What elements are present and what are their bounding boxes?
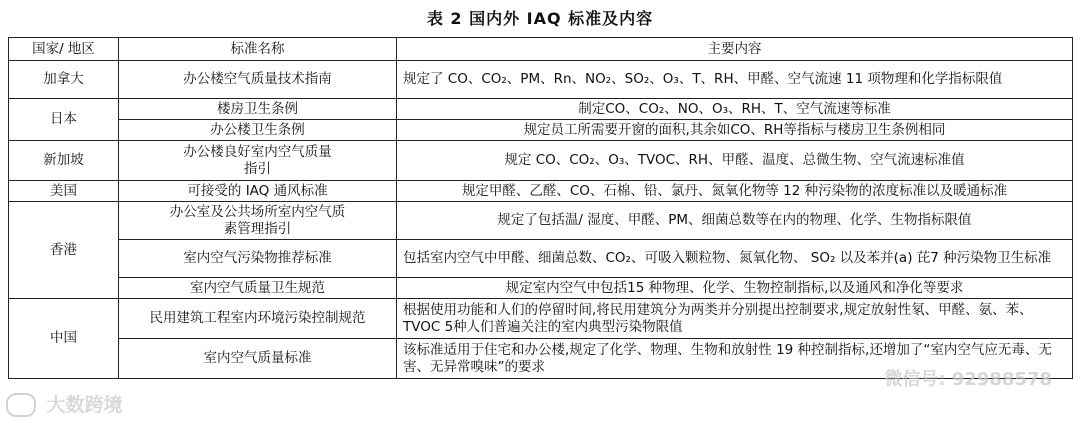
region-cell: 中国 (9, 299, 119, 379)
watermark-right: 微信号: 92988578 (884, 369, 1052, 390)
table-caption: 表 2 国内外 IAQ 标准及内容 (426, 9, 654, 28)
region-cell: 美国 (9, 181, 119, 202)
standard-name-cell: 室内空气污染物推荐标准 (119, 240, 397, 278)
table-row (9, 240, 1073, 278)
standard-name-cell: 室内空气质量标准 (119, 339, 397, 379)
standard-name-cell: 办公楼卫生条例 (119, 120, 397, 141)
content-cell: 该标准适用于住宅和办公楼,规定了化学、物理、生物和放射性 19 种控制指标,还增加了“室内空气应无毒、无害、无异常嗅味”的要求 (397, 339, 1073, 379)
content-cell: 规定了包括温/ 湿度、甲醛、PM、细菌总数等在内的物理、化学、生物指标限值 (397, 202, 1073, 240)
standard-name-cell: 办公室及公共场所室内空气质素管理指引 (119, 202, 397, 240)
standard-name-cell: 民用建筑工程室内环境污染控制规范 (119, 299, 397, 339)
region-cell: 日本 (9, 99, 119, 141)
table-row (9, 299, 1073, 339)
content-cell: 规定员工所需要开窗的面积,其余如CO、RH等指标与楼房卫生条例相同 (397, 120, 1073, 141)
standard-name-cell: 可接受的 IAQ 通风标准 (119, 181, 397, 202)
standard-name-cell: 楼房卫生条例 (119, 99, 397, 120)
content-cell: 根据使用功能和人们的停留时间,将民用建筑分为两类并分别提出控制要求,规定放射性氡、甲醛、氨、苯、TVOC 5种人们普遍关注的室内典型污染物限值 (397, 299, 1073, 339)
content-cell: 规定甲醛、乙醛、CO、石棉、铅、氯丹、氮氧化物等 12 种污染物的浓度标准以及暖通标准 (397, 181, 1073, 202)
content-cell: 制定CO、CO₂、NO、O₃、RH、T、空气流速等标准 (397, 99, 1073, 120)
content-cell: 包括室内空气中甲醛、细菌总数、CO₂、可吸入颗粒物、氮氧化物、 SO₂ 以及苯并(a) 芘7 种污染物卫生标准 (397, 240, 1073, 278)
header-standard: 标准名称 (119, 38, 397, 61)
table-row (9, 99, 1073, 120)
table-row (9, 278, 1073, 299)
content-cell: 规定了 CO、CO₂、PM、Rn、NO₂、SO₂、O₃、T、RH、甲醛、空气流速 11 项物理和化学指标限值 (397, 61, 1073, 99)
standard-name-cell: 办公楼良好室内空气质量指引 (119, 141, 397, 181)
table-row (9, 61, 1073, 99)
region-cell: 加拿大 (9, 61, 119, 99)
standard-name-cell: 室内空气质量卫生规范 (119, 278, 397, 299)
table-row (9, 120, 1073, 141)
header-region: 国家/ 地区 (9, 38, 119, 61)
table-header-row (9, 38, 1073, 61)
brand-logo-icon (6, 393, 36, 417)
content-cell: 规定室内空气中包括15 种物理、化学、生物控制指标,以及通风和净化等要求 (397, 278, 1073, 299)
content-cell: 规定 CO、CO₂、O₃、TVOC、RH、甲醛、温度、总微生物、空气流速标准值 (397, 141, 1073, 181)
region-cell: 新加坡 (9, 141, 119, 181)
watermark-left (6, 390, 123, 418)
standard-name-cell: 办公楼空气质量技术指南 (119, 61, 397, 99)
iaq-standards-table (8, 37, 1073, 379)
table-row (9, 339, 1073, 379)
table-row (9, 141, 1073, 181)
table-row (9, 181, 1073, 202)
header-content: 主要内容 (397, 38, 1073, 61)
watermark-left-text: 大数跨境 (46, 393, 123, 416)
table-row (9, 202, 1073, 240)
region-cell: 香港 (9, 202, 119, 299)
